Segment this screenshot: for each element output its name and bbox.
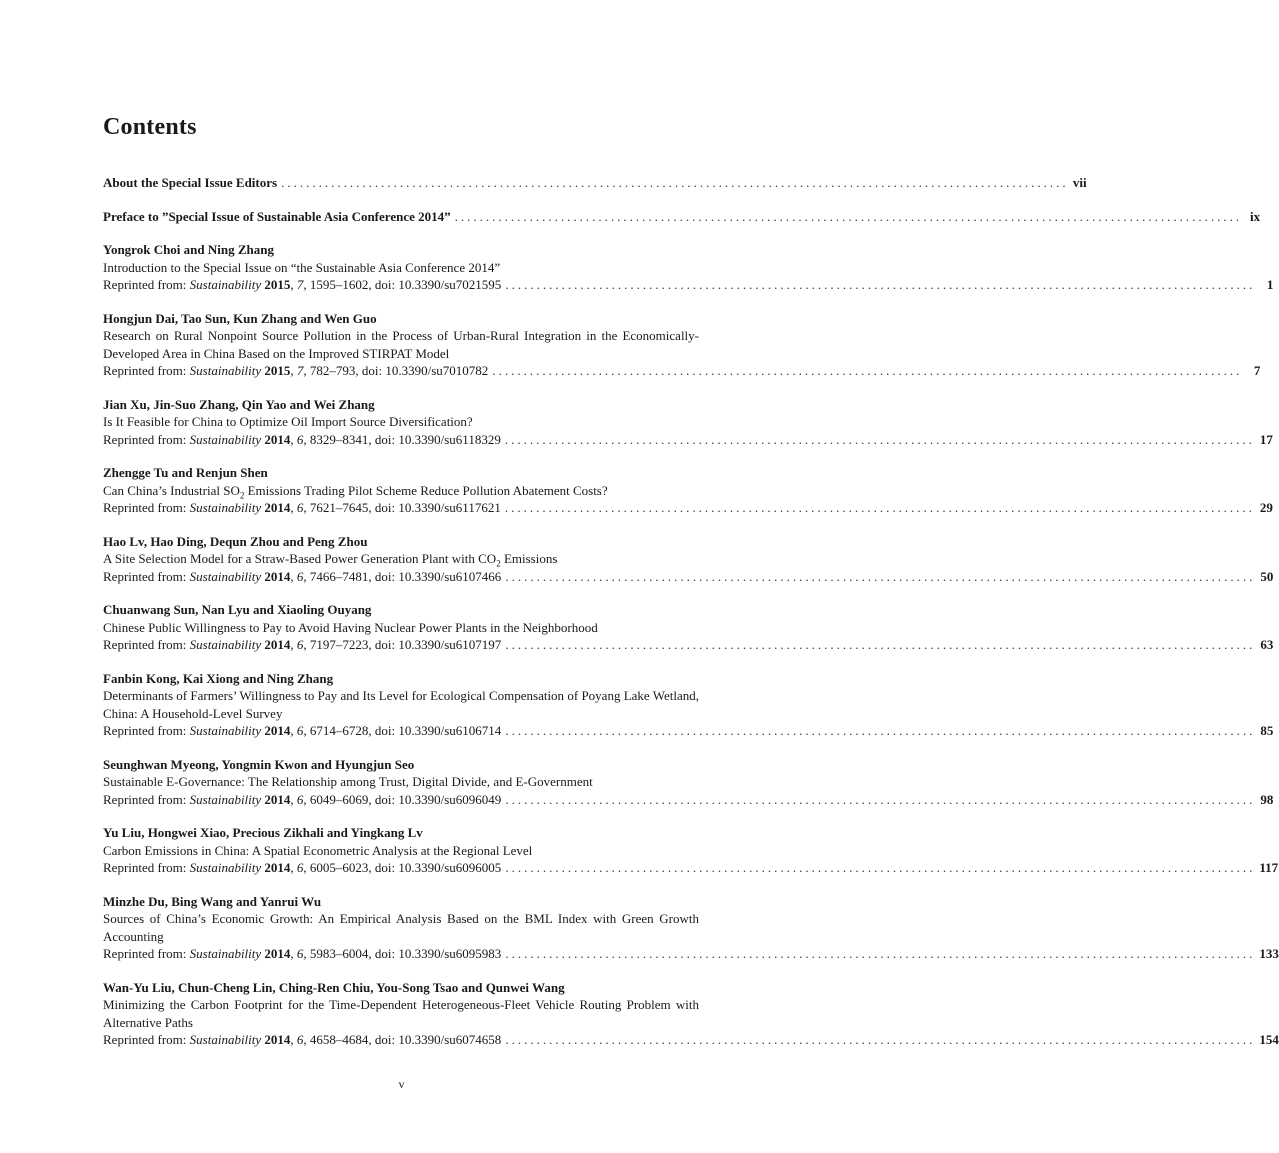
toc-entry[interactable] [103, 979, 1279, 1049]
dot-leader: ........................................................................................................................ [504, 500, 1255, 515]
volume-number: 7 [296, 277, 304, 292]
reprint-citation: Reprinted from: Sustainability 2014, 6, 8329–8341, doi: 10.3390/su6118329 [103, 431, 501, 447]
entry-authors: Wan-Yu Liu, Chun-Cheng Lin, Ching-Ren Chiu, You-Song Tsao and Qunwei Wang [103, 979, 565, 995]
reprint-citation: Reprinted from: Sustainability 2015, 7, 782–793, doi: 10.3390/su7010782 [103, 363, 489, 378]
title-text: Carbon Emissions in China: A Spatial Econometric Analysis at the Regional Level [103, 842, 533, 858]
entry-title [103, 482, 699, 500]
reprint-citation: Reprinted from: Sustainability 2014, 6, 6049–6069, doi: 10.3390/su6096049 [103, 791, 502, 807]
volume-number: 6 [296, 723, 304, 738]
publication-year: 2014 [264, 791, 291, 807]
publication-year: 2014 [264, 1032, 291, 1047]
reprint-line [103, 362, 1261, 380]
reprint-citation: Reprinted from: Sustainability 2014, 6, 6714–6728, doi: 10.3390/su6106714 [103, 723, 502, 738]
toc-entry[interactable] [103, 464, 1273, 517]
journal-name: Sustainability [189, 363, 262, 378]
publication-year: 2015 [264, 363, 291, 378]
citation-details: , 7466–7481, doi: 10.3390/su6107466 [303, 568, 502, 584]
dot-leader: .............................................................................................................................. [454, 208, 1243, 224]
entry-authors: Zhengge Tu and Renjun Shen [103, 465, 268, 480]
title-text: Sources of China’s Economic Growth: An Empirical Analysis Based on the BML Index with Green Growth Accounting [103, 911, 699, 944]
page-folio: v [398, 1077, 405, 1091]
entry-authors: Hongjun Dai, Tao Sun, Kun Zhang and Wen Guo [103, 310, 377, 326]
page-number: ix [1250, 208, 1261, 224]
journal-name: Sustainability [189, 723, 262, 738]
dot-leader: ........................................................................................................................ [492, 363, 1243, 378]
publication-year: 2014 [264, 568, 291, 584]
toc-entry[interactable] [103, 241, 1274, 294]
page-number: vii [1072, 175, 1087, 190]
reprint-prefix: Reprinted from: [103, 500, 190, 515]
title-text: Determinants of Farmers’ Willingness to Pay and Its Level for Ecological Compensation of Poyang Lake Wetland, China: A Household-Level Survey [103, 688, 699, 721]
reprint-prefix: Reprinted from: [103, 860, 190, 875]
page-number: 17 [1259, 431, 1273, 447]
reprint-citation: Reprinted from: Sustainability 2014, 6, 4658–4684, doi: 10.3390/su6074658 [103, 1032, 502, 1047]
reprint-citation: Reprinted from: Sustainability 2014, 6, 7621–7645, doi: 10.3390/su6117621 [103, 500, 501, 515]
entry-authors: Chuanwang Sun, Nan Lyu and Xiaoling Ouyang [103, 602, 372, 617]
reprint-line [103, 636, 1274, 654]
page-number: 50 [1260, 568, 1274, 584]
citation-details: , 6049–6069, doi: 10.3390/su6096049 [303, 791, 502, 807]
title-text: A Site Selection Model for a Straw-Based Power Generation Plant with CO [103, 551, 497, 566]
dot-leader: ........................................................................................................................ [505, 637, 1256, 652]
page-number: 7 [1253, 363, 1261, 378]
reprint-prefix: Reprinted from: [103, 637, 190, 652]
journal-name: Sustainability [189, 568, 262, 584]
reprint-prefix: Reprinted from: [103, 723, 190, 738]
journal-name: Sustainability [189, 1032, 262, 1047]
volume-number: 6 [296, 946, 304, 961]
reprint-line [103, 568, 1274, 586]
volume-number: 6 [296, 500, 304, 515]
entry-authors: Yongrok Choi and Ning Zhang [103, 242, 274, 257]
reprint-line [103, 722, 1274, 740]
citation-details: , 7621–7645, doi: 10.3390/su6117621 [303, 500, 501, 515]
reprint-line [103, 791, 1274, 809]
dot-leader: ........................................................................................................................ [505, 946, 1256, 961]
entry-title [103, 773, 699, 791]
front-matter-label: About the Special Issue Editors [103, 175, 278, 190]
dot-leader: ........................................................................................................................ [505, 791, 1256, 807]
entry-authors: Hao Lv, Hao Ding, Dequn Zhou and Peng Zhou [103, 533, 368, 549]
journal-name: Sustainability [189, 277, 262, 292]
dot-leader: ........................................................................................................................ [505, 723, 1256, 738]
toc-entry[interactable] [103, 310, 1261, 380]
front-matter-label: Preface to ”Special Issue of Sustainable Asia Conference 2014” [103, 208, 451, 224]
journal-name: Sustainability [189, 946, 262, 961]
citation-details: , 5983–6004, doi: 10.3390/su6095983 [303, 946, 502, 961]
toc-entry[interactable] [103, 533, 1274, 586]
reprint-citation: Reprinted from: Sustainability 2014, 6, 6005–6023, doi: 10.3390/su6096005 [103, 860, 502, 875]
subscript: 2 [496, 558, 501, 569]
title-text: Is It Feasible for China to Optimize Oil Import Source Diversification? [103, 414, 473, 429]
entry-authors: Seunghwan Myeong, Yongmin Kwon and Hyungjun Seo [103, 756, 415, 772]
toc-entry[interactable] [103, 824, 1279, 877]
reprint-citation: Reprinted from: Sustainability 2015, 7, 1595–1602, doi: 10.3390/su7021595 [103, 277, 502, 292]
reprint-prefix: Reprinted from: [103, 277, 190, 292]
entry-authors: Fanbin Kong, Kai Xiong and Ning Zhang [103, 670, 334, 686]
title-text: Minimizing the Carbon Footprint for the Time-Dependent Heterogeneous-Fleet Vehicle Routing Problem with Alternative Paths [103, 997, 699, 1030]
dot-leader: ........................................................................................................................ [505, 1032, 1256, 1047]
reprint-prefix: Reprinted from: [103, 946, 190, 961]
dot-leader: .............................................................................................................................. [281, 175, 1069, 190]
journal-name: Sustainability [189, 431, 262, 447]
reprint-line [103, 276, 1274, 294]
citation-details: , 6005–6023, doi: 10.3390/su6096005 [303, 860, 502, 875]
citation-details: , 4658–4684, doi: 10.3390/su6074658 [303, 1032, 502, 1047]
volume-number: 7 [296, 363, 304, 378]
front-matter-preface[interactable] [103, 208, 1261, 226]
toc-entries [103, 241, 1279, 1049]
page-number: 85 [1260, 723, 1274, 738]
reprint-prefix: Reprinted from: [103, 363, 190, 378]
citation-details: , 1595–1602, doi: 10.3390/su7021595 [303, 277, 502, 292]
journal-name: Sustainability [189, 860, 262, 875]
page-number: 133 [1259, 946, 1279, 961]
volume-number: 6 [296, 791, 304, 807]
reprint-line [103, 431, 1273, 449]
reprint-prefix: Reprinted from: [103, 568, 190, 584]
title-text: Emissions [500, 551, 558, 566]
publication-year: 2014 [264, 860, 291, 875]
dot-leader: ........................................................................................................................ [505, 568, 1256, 584]
entry-title [103, 550, 699, 568]
reprint-line [103, 859, 1279, 877]
title-text: Research on Rural Nonpoint Source Pollution in the Process of Urban-Rural Integration in the Economically-Developed Area in China Based on the Improved STIRPAT Model [103, 328, 699, 361]
publication-year: 2014 [264, 431, 291, 447]
volume-number: 6 [296, 431, 304, 447]
page-number: 117 [1259, 860, 1279, 875]
entry-title [103, 910, 699, 945]
page-number: 63 [1260, 637, 1274, 652]
entry-title [103, 327, 699, 362]
volume-number: 6 [296, 637, 304, 652]
volume-number: 6 [296, 860, 304, 875]
entry-title [103, 259, 699, 277]
citation-details: , 6714–6728, doi: 10.3390/su6106714 [303, 723, 502, 738]
citation-details: , 782–793, doi: 10.3390/su7010782 [303, 363, 489, 378]
journal-name: Sustainability [189, 791, 262, 807]
journal-name: Sustainability [189, 637, 262, 652]
entry-title [103, 996, 699, 1031]
entry-title [103, 687, 699, 722]
front-matter-about[interactable] [103, 174, 1087, 192]
reprint-citation: Reprinted from: Sustainability 2014, 6, 7197–7223, doi: 10.3390/su6107197 [103, 637, 502, 652]
page-number: 98 [1260, 791, 1274, 807]
volume-number: 6 [296, 1032, 304, 1047]
title-text: Can China’s Industrial SO [103, 482, 240, 498]
entry-title [103, 619, 699, 637]
table-of-contents [103, 174, 1279, 1065]
reprint-prefix: Reprinted from: [103, 431, 190, 447]
reprint-line [103, 945, 1279, 963]
journal-name: Sustainability [189, 500, 262, 515]
title-text: Introduction to the Special Issue on “the Sustainable Asia Conference 2014” [103, 259, 501, 275]
dot-leader: ........................................................................................................................ [505, 860, 1256, 875]
toc-entry[interactable] [103, 670, 1274, 740]
reprint-citation: Reprinted from: Sustainability 2014, 6, 5983–6004, doi: 10.3390/su6095983 [103, 946, 502, 961]
toc-entry[interactable] [103, 396, 1273, 449]
toc-entry[interactable] [103, 601, 1274, 654]
reprint-line [103, 499, 1273, 517]
publication-year: 2014 [264, 946, 291, 961]
entry-authors: Jian Xu, Jin-Suo Zhang, Qin Yao and Wei Zhang [103, 396, 375, 412]
page-number: 1 [1266, 277, 1274, 292]
page-number: 29 [1259, 500, 1273, 515]
entry-title [103, 842, 699, 860]
toc-entry[interactable] [103, 893, 1279, 963]
publication-year: 2014 [264, 637, 291, 652]
reprint-prefix: Reprinted from: [103, 1032, 190, 1047]
reprint-prefix: Reprinted from: [103, 791, 190, 807]
dot-leader: ........................................................................................................................ [504, 431, 1255, 447]
entry-authors: Yu Liu, Hongwei Xiao, Precious Zikhali and Yingkang Lv [103, 825, 423, 840]
title-text: Sustainable E-Governance: The Relationship among Trust, Digital Divide, and E-Government [103, 774, 593, 789]
publication-year: 2014 [264, 500, 291, 515]
entry-authors: Minzhe Du, Bing Wang and Yanrui Wu [103, 893, 322, 909]
volume-number: 6 [296, 568, 304, 584]
subscript: 2 [239, 490, 245, 501]
reprint-citation: Reprinted from: Sustainability 2014, 6, 7466–7481, doi: 10.3390/su6107466 [103, 568, 502, 584]
entry-title [103, 413, 699, 431]
page-number: 154 [1259, 1032, 1279, 1047]
citation-details: , 8329–8341, doi: 10.3390/su6118329 [303, 431, 501, 447]
toc-entry[interactable] [103, 756, 1274, 809]
reprint-line [103, 1031, 1279, 1049]
page-title: Contents [103, 114, 197, 140]
title-text: Emissions Trading Pilot Scheme Reduce Pollution Abatement Costs? [244, 482, 608, 498]
dot-leader: ........................................................................................................................ [505, 277, 1256, 292]
title-text: Chinese Public Willingness to Pay to Avoid Having Nuclear Power Plants in the Neighborhood [103, 619, 598, 635]
citation-details: , 7197–7223, doi: 10.3390/su6107197 [303, 637, 502, 652]
publication-year: 2014 [264, 723, 291, 738]
publication-year: 2015 [264, 277, 291, 292]
